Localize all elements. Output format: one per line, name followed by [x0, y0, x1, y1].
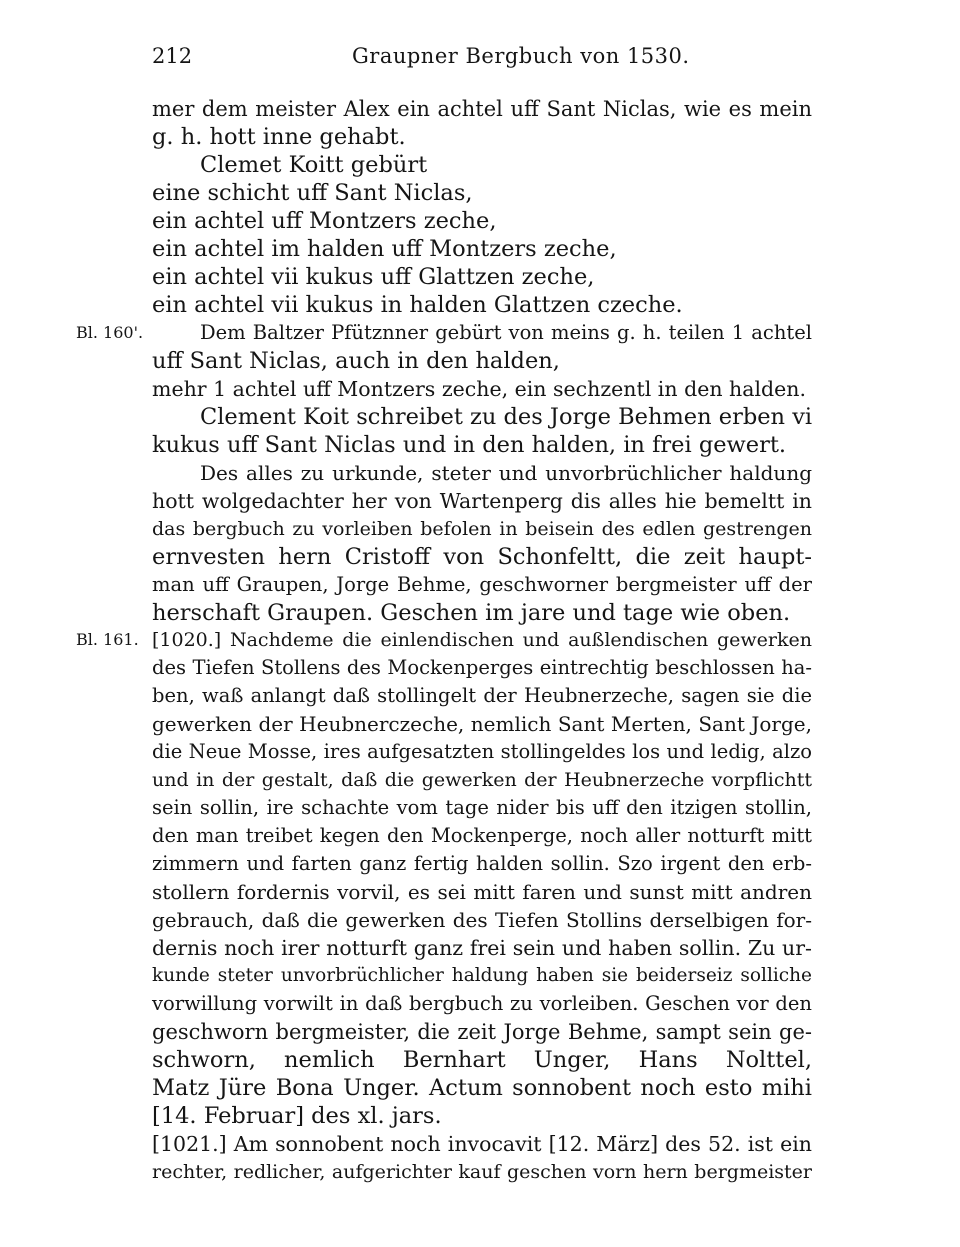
text-line: ein achtel vii kukus uff Glattzen zeche,: [152, 264, 595, 290]
text-line: [1020.] Nachdeme die einlendischen und außlendischen gewerken: [152, 629, 812, 651]
text-line: eine schicht uff Sant Niclas,: [152, 180, 473, 206]
text-line: ernvesten hern Cristoff von Schonfeltt, die zeit haupt-: [152, 544, 812, 570]
text-line: hott wolgedachter her von Wartenperg dis alles hie bemeltt in: [152, 489, 812, 513]
text-line: stollern fordernis vorvil, es sei mitt faren und sunst mitt andren: [152, 880, 812, 904]
text-line: vorwillung vorwilt in daß bergbuch zu vorleiben. Geschen vor den: [152, 992, 812, 1015]
text-line: kunde steter unvorbrüchlicher haldung haben sie beiderseiz solliche: [152, 965, 812, 986]
page-header: [0, 36, 960, 76]
text-line: g. h. hott inne gehabt.: [152, 124, 406, 150]
text-line: den man treibet kegen den Mockenperge, noch aller notturft mitt: [152, 824, 812, 847]
text-line: [14. Februar] des xl. jars.: [152, 1103, 442, 1129]
text-line: Dem Baltzer Pfütznner gebürt von meins g. h. teilen 1 achtel: [200, 321, 812, 344]
text-line: und in der gestalt, daß die gewerken der Heubnerzeche vorpflichtt: [152, 769, 812, 791]
text-line: uff Sant Niclas, auch in den halden,: [152, 348, 560, 374]
text-line: sein sollin, ire schachte vom tage nider bis uff den itzigen stollin,: [152, 796, 812, 819]
text-line: rechter, redlicher, aufgerichter kauf geschen vorn hern bergmeister: [152, 1161, 812, 1183]
text-line: Matz Jüre Bona Unger. Actum sonnobent noch esto mihi: [152, 1075, 812, 1101]
text-line: die Neue Mosse, ires aufgesatzten stollingeldes los und ledig, alzo: [152, 740, 812, 763]
text-line: Clemet Koitt gebürt: [200, 152, 428, 178]
text-line: herschaft Graupen. Geschen im jare und tage wie oben.: [152, 600, 791, 626]
text-line: Des alles zu urkunde, steter und unvorbrüchlicher haldung: [200, 461, 812, 485]
text-line: gewerken der Heubnerczeche, nemlich Sant Merten, Sant Jorge,: [152, 712, 812, 736]
text-line: ein achtel vii kukus in halden Glattzen czeche.: [152, 292, 683, 318]
text-line: dernis noch irer notturft ganz frei sein und haben sollin. Zu ur-: [152, 936, 812, 960]
text-line: mer dem meister Alex ein achtel uff Sant Niclas, wie es mein: [152, 97, 812, 121]
text-line: kukus uff Sant Niclas und in den halden, in frei gewert.: [152, 432, 787, 458]
text-line: ben, waß anlangt daß stollingelt der Heubnerzeche, sagen sie die: [152, 684, 812, 707]
margin-note-folio-161: Bl. 161.: [76, 630, 139, 649]
text-line: ein achtel uff Montzers zeche,: [152, 208, 497, 234]
text-line: ein achtel im halden uff Montzers zeche,: [152, 236, 617, 262]
margin-note-folio-160v: Bl. 160'.: [76, 323, 144, 342]
text-line: mehr 1 achtel uff Montzers zeche, ein sechzentl in den halden.: [152, 377, 806, 401]
text-line: zimmern und farten ganz fertig halden sollin. Szo irgent den erb-: [152, 852, 812, 875]
page-number: 212: [152, 44, 193, 68]
text-line: Clement Koit schreibet zu des Jorge Behmen erben vi: [200, 404, 813, 430]
text-line: des Tiefen Stollens des Mockenperges eintrechtig beschlossen ha-: [152, 656, 812, 679]
text-line: gebrauch, daß die gewerken des Tiefen Stollins derselbigen for-: [152, 908, 812, 932]
running-title: Graupner Bergbuch von 1530.: [352, 44, 690, 68]
text-line: geschworn bergmeister, die zeit Jorge Behme, sampt sein ge-: [152, 1020, 812, 1044]
text-line: man uff Graupen, Jorge Behme, geschworner bergmeister uff der: [152, 573, 812, 596]
text-line: schworn, nemlich Bernhart Unger, Hans Nolttel,: [152, 1047, 812, 1073]
text-line: das bergbuch zu vorleiben befolen in beisein des edlen gestrengen: [152, 518, 812, 540]
text-line: [1021.] Am sonnobent noch invocavit [12. März] des 52. ist ein: [152, 1132, 812, 1156]
